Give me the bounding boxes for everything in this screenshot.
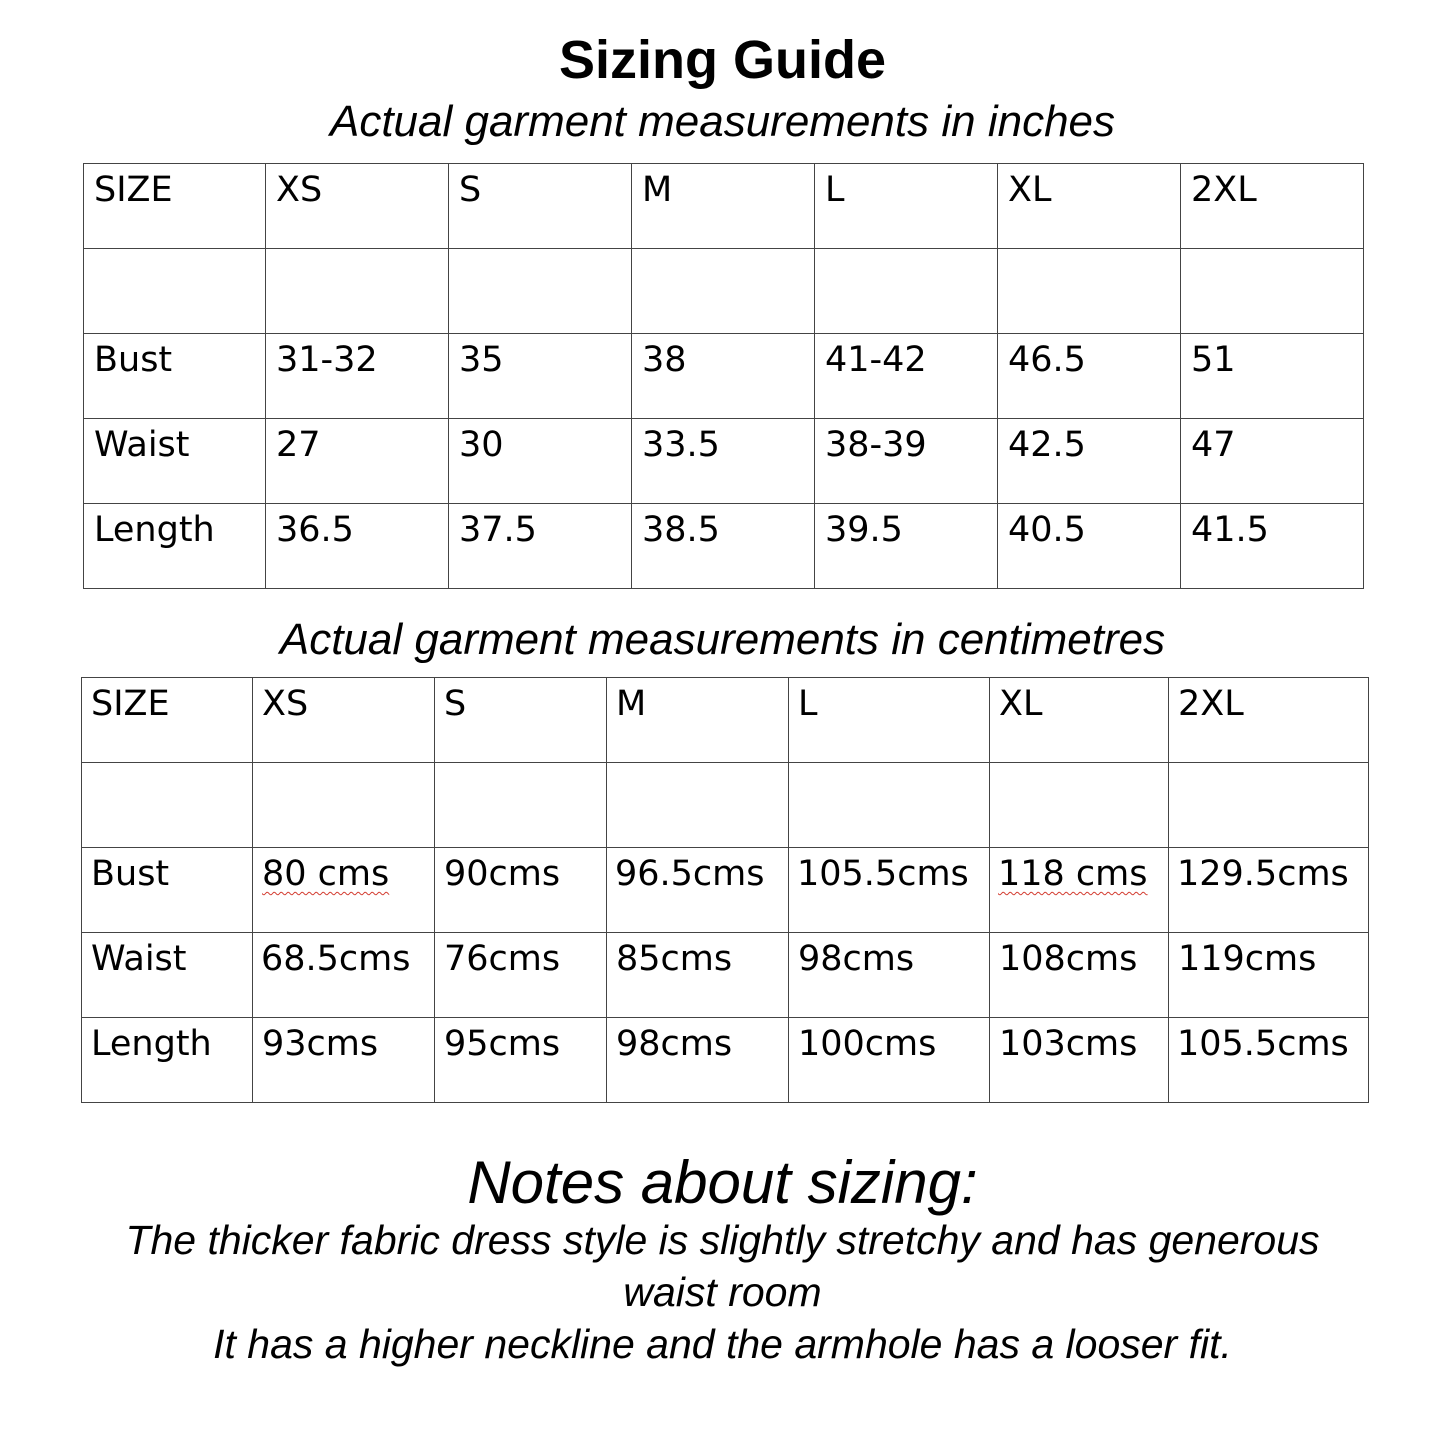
table-cell: 47 <box>1181 419 1364 504</box>
table-cell: Bust <box>84 334 266 419</box>
table-cell: 119cms <box>1169 933 1369 1018</box>
table-row <box>84 419 1364 504</box>
header-cell: XL <box>998 164 1181 249</box>
table-cell <box>1169 763 1369 848</box>
notes-body <box>40 1214 1405 1370</box>
table-cell: 36.5 <box>266 504 449 589</box>
table-cell <box>998 249 1181 334</box>
table-cell: 51 <box>1181 334 1364 419</box>
table-header-row <box>82 678 1369 763</box>
notes-line: It has a higher neckline and the armhole has a looser fit. <box>213 1321 1232 1367</box>
table-cell <box>435 763 607 848</box>
table-cell: 31-32 <box>266 334 449 419</box>
table-cell: 38-39 <box>815 419 998 504</box>
header-cell: SIZE <box>84 164 266 249</box>
table-cell: 39.5 <box>815 504 998 589</box>
spellcheck-flagged-text: 80 cms <box>262 854 390 894</box>
table-cell: 41.5 <box>1181 504 1364 589</box>
table-cell: 103cms <box>990 1018 1169 1103</box>
header-cell: XS <box>266 164 449 249</box>
table-cell <box>253 848 435 933</box>
table-cell: Waist <box>82 933 253 1018</box>
table-cell: 42.5 <box>998 419 1181 504</box>
table-cell: Bust <box>82 848 253 933</box>
table-cell: 46.5 <box>998 334 1181 419</box>
table-row <box>84 334 1364 419</box>
table-header-row <box>84 164 1364 249</box>
table-cell <box>990 763 1169 848</box>
table-cell: 38.5 <box>632 504 815 589</box>
table-cell: 98cms <box>789 933 990 1018</box>
table-cell: 100cms <box>789 1018 990 1103</box>
spellcheck-flagged-text: 118 cms <box>998 854 1148 894</box>
table-cell: 90cms <box>435 848 607 933</box>
table-cell <box>253 763 435 848</box>
table-cell <box>84 249 266 334</box>
centimetres-caption: Actual garment measurements in centimetres <box>279 615 1166 664</box>
table-cell <box>82 763 253 848</box>
table-cell: 41-42 <box>815 334 998 419</box>
header-cell: M <box>632 164 815 249</box>
table-cell: Length <box>82 1018 253 1103</box>
table-row <box>82 1018 1369 1103</box>
table-cell: 96.5cms <box>607 848 789 933</box>
table-cell: 33.5 <box>632 419 815 504</box>
page-title: Sizing Guide <box>558 30 886 90</box>
table-row <box>84 249 1364 334</box>
table-cell: 76cms <box>435 933 607 1018</box>
header-cell: L <box>815 164 998 249</box>
table-cell <box>632 249 815 334</box>
header-cell: 2XL <box>1181 164 1364 249</box>
table-cell: 129.5cms <box>1169 848 1369 933</box>
table-cell: 37.5 <box>449 504 632 589</box>
table-cell <box>1181 249 1364 334</box>
inches-caption: Actual garment measurements in inches <box>329 97 1116 146</box>
table-cell: 68.5cms <box>253 933 435 1018</box>
table-cell <box>449 249 632 334</box>
table-cell: 30 <box>449 419 632 504</box>
table-row <box>82 933 1369 1018</box>
header-cell: XL <box>990 678 1169 763</box>
header-cell: L <box>789 678 990 763</box>
table-cell: 105.5cms <box>1169 1018 1369 1103</box>
table-cell: 35 <box>449 334 632 419</box>
table-cell: 40.5 <box>998 504 1181 589</box>
table-row <box>82 848 1369 933</box>
centimetres-size-table <box>81 677 1369 1103</box>
table-cell: 108cms <box>990 933 1169 1018</box>
header-cell: S <box>435 678 607 763</box>
table-cell <box>607 763 789 848</box>
header-cell: SIZE <box>82 678 253 763</box>
table-cell <box>789 763 990 848</box>
table-cell: 85cms <box>607 933 789 1018</box>
header-cell: M <box>607 678 789 763</box>
notes-line: waist room <box>623 1269 822 1315</box>
header-cell: XS <box>253 678 435 763</box>
notes-heading: Notes about sizing: <box>467 1149 978 1216</box>
table-cell: Waist <box>84 419 266 504</box>
table-cell <box>990 848 1169 933</box>
table-cell: 95cms <box>435 1018 607 1103</box>
inches-size-table <box>83 163 1364 589</box>
header-cell: 2XL <box>1169 678 1369 763</box>
table-cell <box>815 249 998 334</box>
table-cell: Length <box>84 504 266 589</box>
table-cell: 38 <box>632 334 815 419</box>
notes-line: The thicker fabric dress style is slightly stretchy and has generous <box>125 1217 1320 1263</box>
table-row <box>84 504 1364 589</box>
header-cell: S <box>449 164 632 249</box>
table-row <box>82 763 1369 848</box>
table-cell: 93cms <box>253 1018 435 1103</box>
table-cell: 98cms <box>607 1018 789 1103</box>
table-cell: 105.5cms <box>789 848 990 933</box>
table-cell <box>266 249 449 334</box>
table-cell: 27 <box>266 419 449 504</box>
